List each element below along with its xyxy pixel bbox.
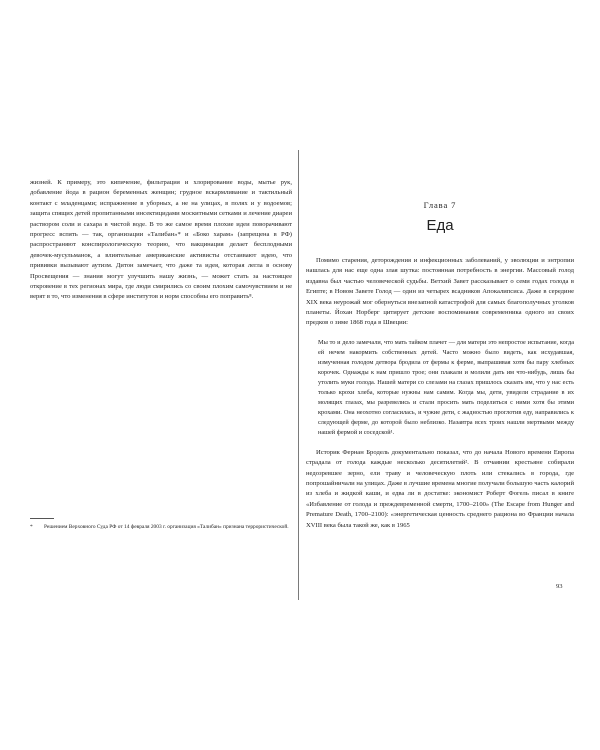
page-number: 93 bbox=[556, 583, 563, 590]
chapter-label: Глава 7 bbox=[423, 200, 457, 210]
chapter-paragraph-1: Помимо старения, деторождения и инфекционных заболеваний, у эволюции и энтропии нашлась для нас еще одна злая шутка: постоянная потребность в энергии. Массовый голод издавна был частью человеческой судьбы. Ветхий Завет рассказывает о семи годах голода в Египте; в Новом Завете Голод — один из четырех всадников Апокалипсиса. Даже в середине XIX века неурожай мог обернуться внезапной катастрофой для самых благополучных уголков планеты. Йохан Норберг цитирует детские воспоминания современника одного из своих предков о зиме 1868 года в Швеции: bbox=[306, 257, 574, 327]
footnote-rule bbox=[30, 518, 54, 519]
left-page bbox=[30, 178, 292, 303]
left-page-body-text: жизней. К примеру, это кипячение, фильтрация и хлорирование воды, мытье рук, добавление йода в рацион беременных женщин; грудное вскармливание и тактильный контакт с младенцами; испражнение в уборных, а не на улицах, в полях и у водоемов; защита спящих детей пропитанными инсектицидами москитными сетками и лечение диареи раствором соли и сахара в чистой воде. В то же самое время плохие идеи поворачивают прогресс вспять — так, организации «Талибан»* и «Боко харам» (запрещена в РФ) распространяют конспирологическую теорию, что вакцинация делает бесплодными девочек-мусульманок, а влиятельные американские активисты отстаивают идею, что прививки вызывают аутизм. Дитон замечает, что даже та идея, которая легла в основу Просвещения — знания могут улучшить нашу жизнь, — может стать за настоящее откровение в тех регионах мира, где люди смирились со своим плохим самочувствием и не верят в то, что изменения в сфере институтов и норм способны его поправить⁸. bbox=[30, 179, 292, 301]
page-gutter-divider bbox=[298, 150, 299, 600]
footnote bbox=[30, 523, 292, 531]
footnote-text: Решением Верховного Суда РФ от 14 февраля 2003 г. организация «Талибан» признана террористической. bbox=[44, 524, 289, 530]
chapter-paragraph-2: Историк Фернан Бродель документально показал, что до начала Нового времени Европа страдала от голода каждые несколько десятилетий². В отчаянии крестьяне собирали недозревшее зерно, ели траву и человеческую плоть или стекались в города, где попрошайничали на улицах. Даже в лучшие времена многие получали большую часть калорий из хлеба и жидкой каши, и едва ли в достатке: экономист Роберт Фогель писал в книге «Избавление от голода и преждевременной смерти, 1700–2100» (The Escape from Hunger and Premature Death, 1700–2100): «энергетическая ценность среднего рациона во Франции начала XVIII века была такой же, как в 1965 bbox=[306, 448, 574, 529]
chapter-title: Еда bbox=[426, 217, 454, 234]
footnote-marker: * bbox=[30, 524, 33, 530]
right-page bbox=[306, 200, 574, 531]
block-quote: Мы то и дело замечали, что мать тайком плачет — для матери это непростое испытание, когда ей нечем накормить собственных детей. Часто можно было видеть, как исхудавшая, измученная голодом детвора бродила от фермы к ферме, выпрашивая хотя бы пару хлебных корочек. Однажды к нам пришло трое; они плакали и молили дать им что-нибудь, лишь бы утолить муки голода. Нашей матери со слезами на глазах пришлось сказать им, что у нас есть только крохи хлеба, которые нужны нам самим. Когда мы, дети, увидели страдание в их молящих глазах, мы разревелись и стали просить мать поделиться с ними хотя бы этими крохами. Она неохотно согласилась, и чужие дети, с жадностью проглотив еду, направились к следующей ферме, до которой было неблизко. Назавтра всех троих нашли мертвыми между нашей фермой и соседской¹. bbox=[318, 338, 574, 436]
